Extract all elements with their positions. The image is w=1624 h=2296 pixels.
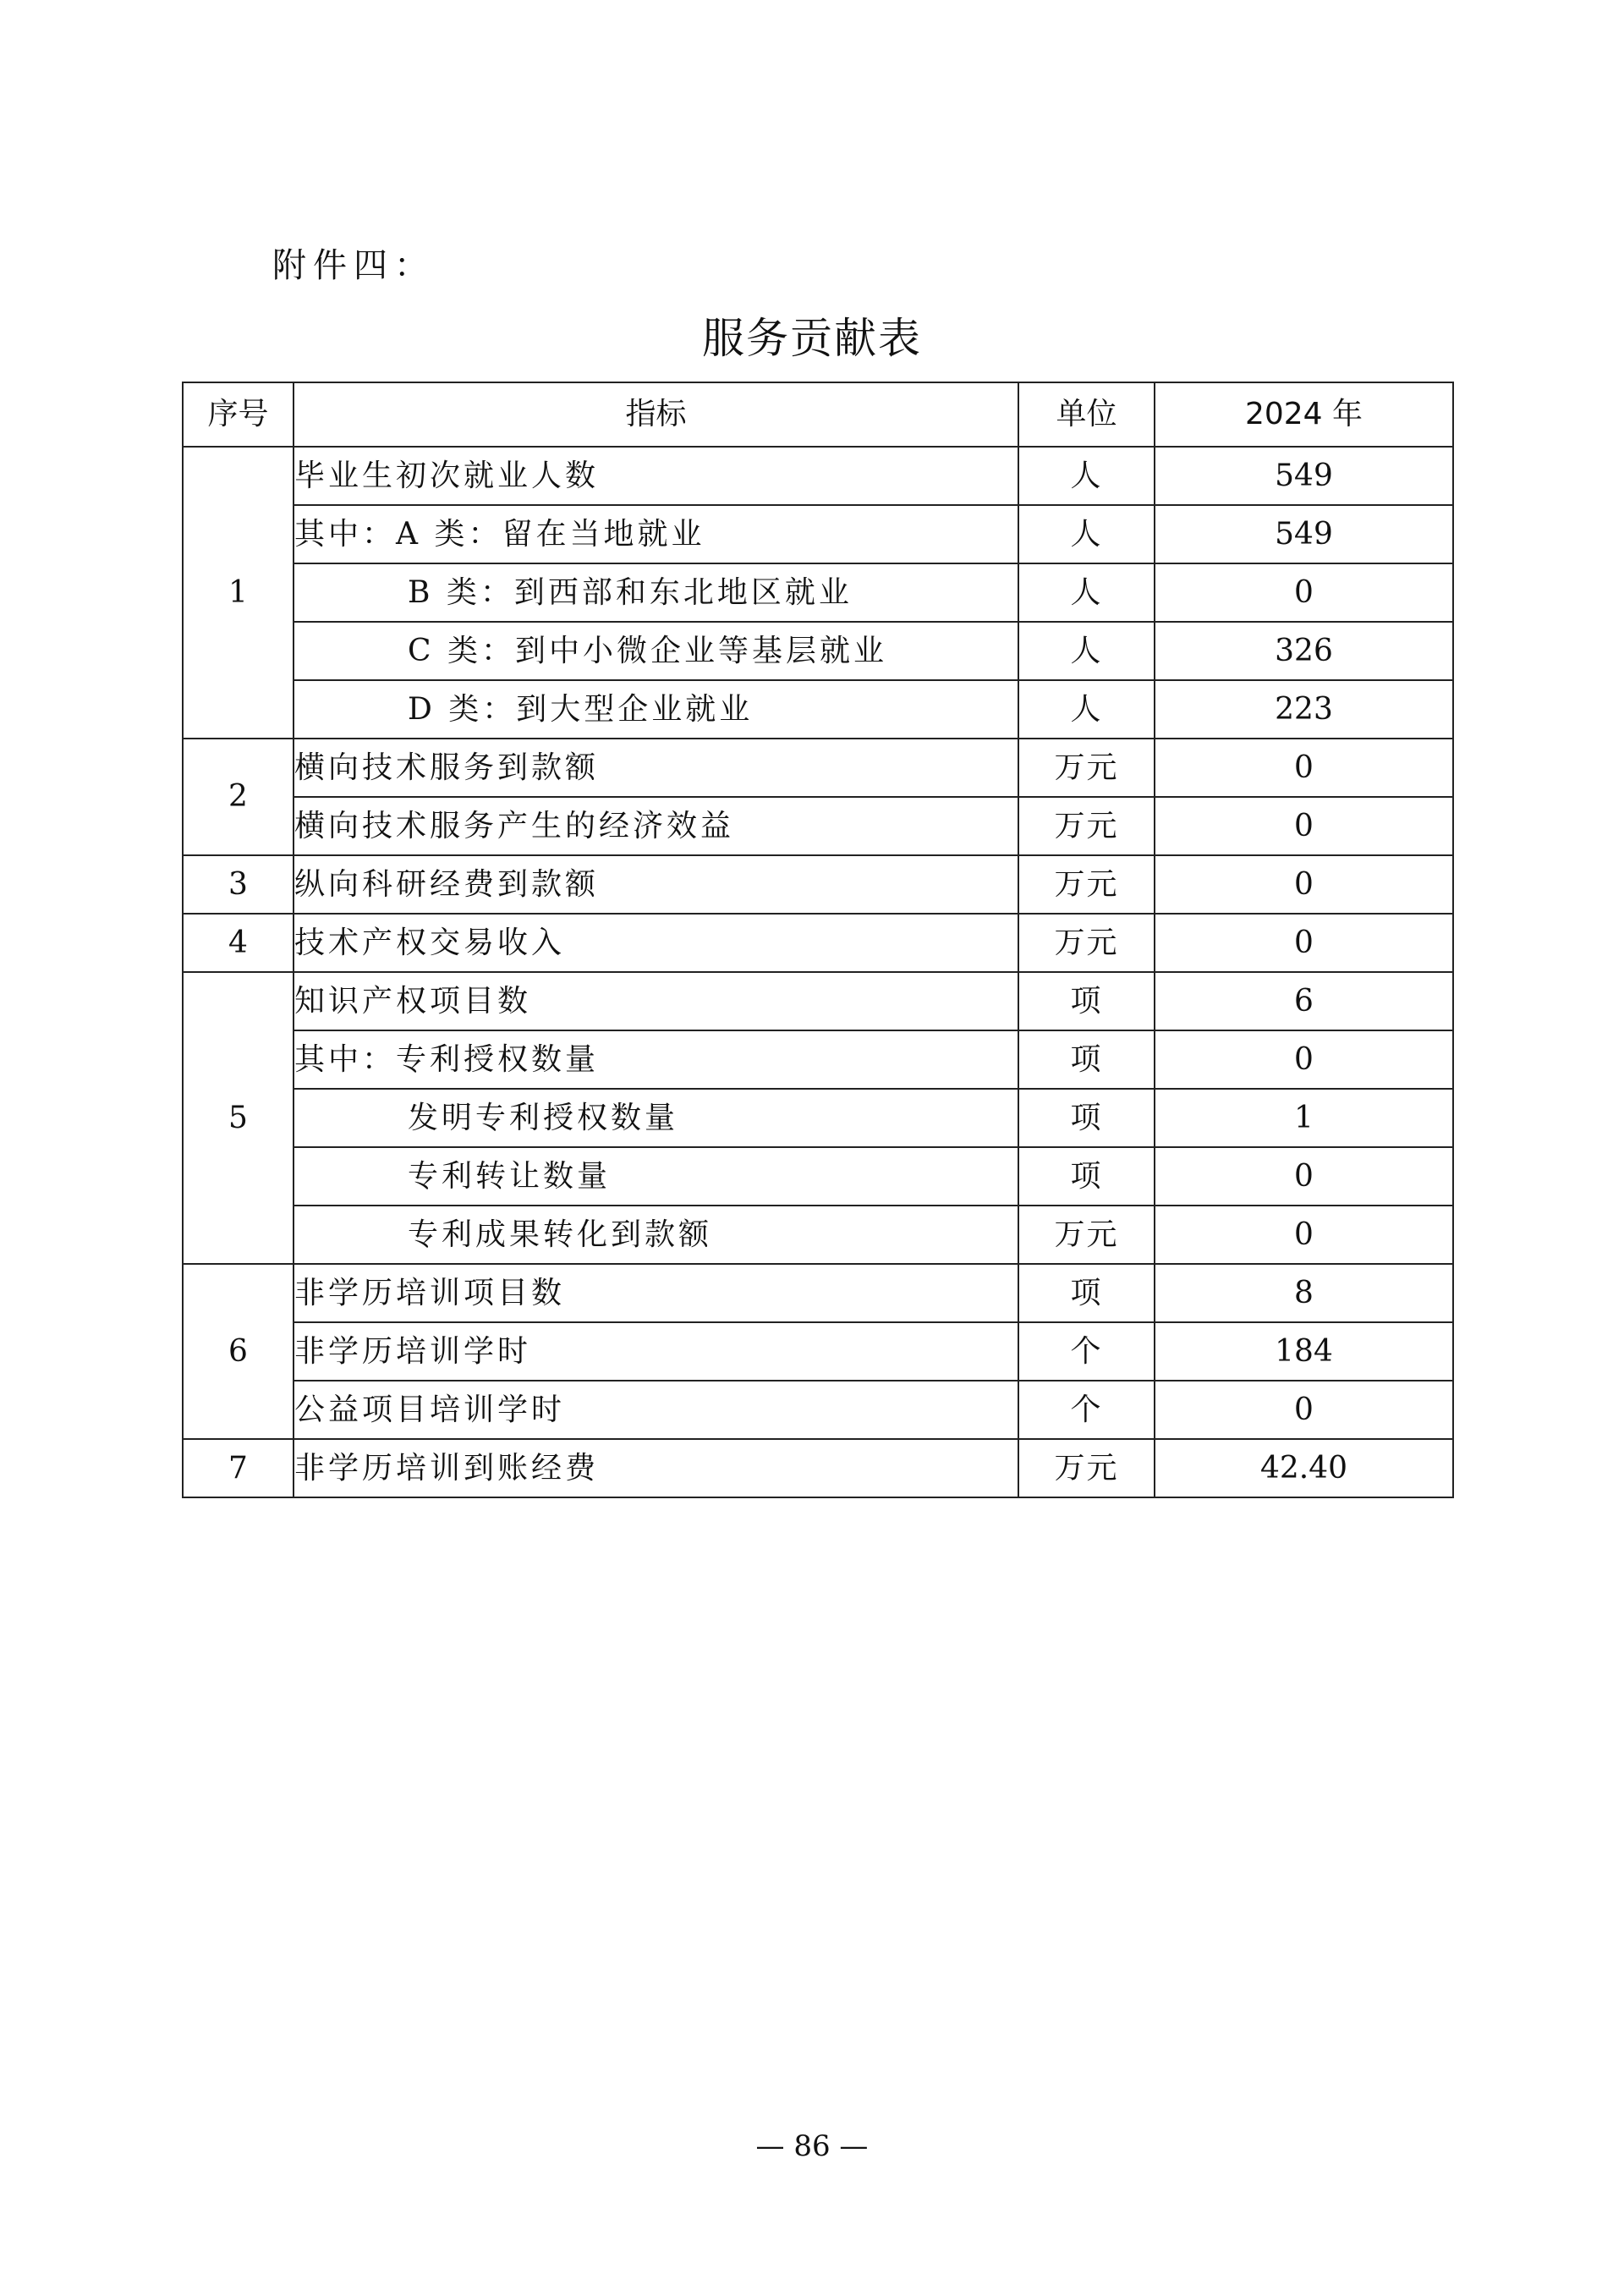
table-row [183,972,1453,1030]
table-row [183,855,1453,914]
unit-cell: 万元 [1018,739,1155,797]
value-cell: 549 [1155,505,1453,563]
table-row [183,1322,1453,1381]
indicator-cell: 非学历培训学时 [294,1322,1018,1381]
unit-cell: 万元 [1018,797,1155,855]
indicator-cell: 横向技术服务产生的经济效益 [294,797,1018,855]
table-row [183,797,1453,855]
indicator-cell: 公益项目培训学时 [294,1381,1018,1439]
value-cell: 0 [1155,1147,1453,1206]
table-row [183,447,1453,505]
table-row [183,1381,1453,1439]
table-row [183,1089,1453,1147]
attachment-label: 附件四： [272,246,435,285]
unit-cell: 个 [1018,1322,1155,1381]
seq-cell: 6 [183,1264,294,1439]
table-body [183,447,1453,1497]
unit-cell: 项 [1018,972,1155,1030]
indicator-cell: 横向技术服务到款额 [294,739,1018,797]
value-cell: 0 [1155,1381,1453,1439]
unit-cell: 项 [1018,1089,1155,1147]
value-cell: 6 [1155,972,1453,1030]
value-cell: 326 [1155,622,1453,680]
unit-cell: 万元 [1018,914,1155,972]
seq-cell: 2 [183,739,294,855]
seq-cell: 1 [183,447,294,739]
indicator-cell: 专利转让数量 [294,1147,1018,1206]
value-cell: 0 [1155,1030,1453,1089]
indicator-cell: 专利成果转化到款额 [294,1206,1018,1264]
service-contribution-table [182,382,1454,1498]
indicator-cell: 其中：专利授权数量 [294,1030,1018,1089]
value-cell: 0 [1155,855,1453,914]
indicator-cell: 发明专利授权数量 [294,1089,1018,1147]
unit-cell: 人 [1018,563,1155,622]
table-row [183,1030,1453,1089]
value-cell: 0 [1155,563,1453,622]
seq-cell: 4 [183,914,294,972]
table-row [183,1147,1453,1206]
unit-cell: 万元 [1018,1206,1155,1264]
value-cell: 0 [1155,739,1453,797]
indicator-cell: 技术产权交易收入 [294,914,1018,972]
indicator-cell: 非学历培训项目数 [294,1264,1018,1322]
indicator-cell: C 类：到中小微企业等基层就业 [294,622,1018,680]
value-cell: 8 [1155,1264,1453,1322]
seq-cell: 5 [183,972,294,1264]
seq-cell: 3 [183,855,294,914]
unit-cell: 项 [1018,1030,1155,1089]
indicator-cell: 纵向科研经费到款额 [294,855,1018,914]
table-row [183,1439,1453,1497]
indicator-cell: 毕业生初次就业人数 [294,447,1018,505]
page-number: — 86 — [755,2129,869,2163]
unit-cell: 项 [1018,1264,1155,1322]
header-seq: 序号 [183,382,294,447]
indicator-cell: B 类：到西部和东北地区就业 [294,563,1018,622]
value-cell: 0 [1155,914,1453,972]
header-year: 2024 年 [1155,382,1453,447]
table-row [183,739,1453,797]
table-row [183,680,1453,739]
value-cell: 1 [1155,1089,1453,1147]
unit-cell: 人 [1018,505,1155,563]
value-cell: 184 [1155,1322,1453,1381]
unit-cell: 万元 [1018,1439,1155,1497]
table-row [183,505,1453,563]
unit-cell: 个 [1018,1381,1155,1439]
unit-cell: 人 [1018,680,1155,739]
document-title: 服务贡献表 [702,314,922,363]
table-header-row [183,382,1453,447]
table-row [183,563,1453,622]
unit-cell: 项 [1018,1147,1155,1206]
value-cell: 0 [1155,1206,1453,1264]
table-row [183,1264,1453,1322]
table-row [183,1206,1453,1264]
indicator-cell: 其中：A 类：留在当地就业 [294,505,1018,563]
table-row [183,622,1453,680]
unit-cell: 人 [1018,622,1155,680]
value-cell: 223 [1155,680,1453,739]
unit-cell: 万元 [1018,855,1155,914]
value-cell: 549 [1155,447,1453,505]
header-unit: 单位 [1018,382,1155,447]
value-cell: 42.40 [1155,1439,1453,1497]
header-indicator: 指标 [294,382,1018,447]
unit-cell: 人 [1018,447,1155,505]
indicator-cell: D 类：到大型企业就业 [294,680,1018,739]
seq-cell: 7 [183,1439,294,1497]
indicator-cell: 知识产权项目数 [294,972,1018,1030]
indicator-cell: 非学历培训到账经费 [294,1439,1018,1497]
table-row [183,914,1453,972]
value-cell: 0 [1155,797,1453,855]
